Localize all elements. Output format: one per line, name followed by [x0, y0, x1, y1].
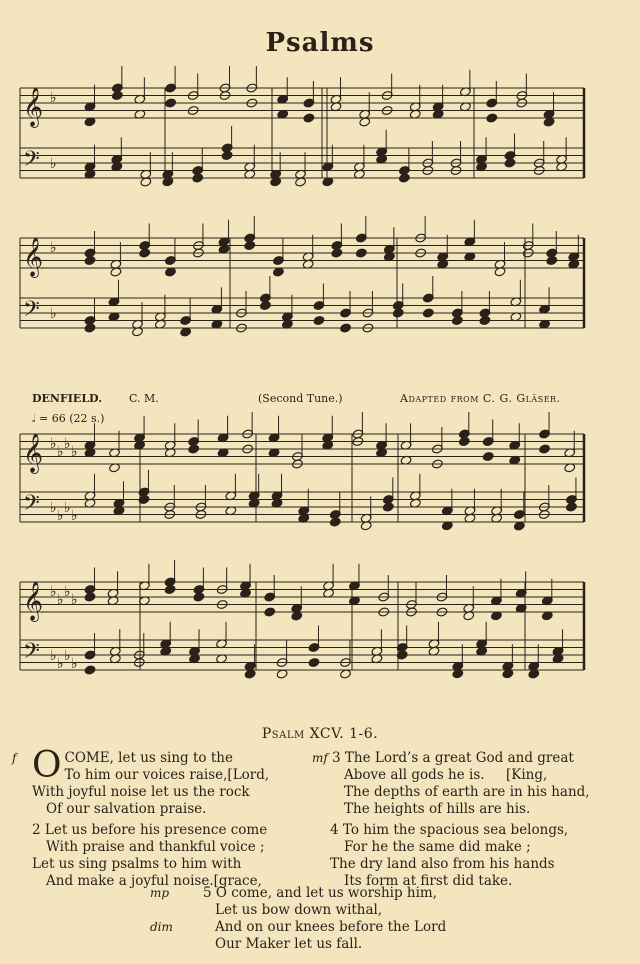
stanza-2	[32, 822, 307, 890]
flat-icon: ♭	[57, 592, 64, 608]
verse-line: For he the same did make ;	[344, 839, 531, 855]
flat-icon: ♭	[50, 156, 57, 172]
note-head	[139, 248, 151, 258]
note-head	[84, 323, 96, 333]
tune-name: DENFIELD.	[32, 392, 103, 405]
page-header: Psalms	[265, 28, 375, 58]
note-head	[313, 315, 325, 325]
note-head	[355, 248, 367, 258]
note-head	[244, 240, 256, 250]
stanza-3	[330, 750, 620, 818]
tune-meter: C. M.	[129, 392, 159, 405]
note-head	[188, 444, 200, 454]
verse-line: The dry land also from his hands	[330, 856, 555, 872]
verse-line: Let us bow down withal,	[215, 902, 383, 918]
dynamic-diminuendo: dim	[150, 920, 173, 934]
note-head	[84, 255, 96, 265]
verse-line: To him our voices raise,[Lord,	[64, 767, 270, 783]
tempo-marking: 𝅗𝅥 = 66 (22 s.)	[32, 412, 105, 425]
flat-icon: ♭	[64, 436, 71, 452]
note-head	[458, 436, 470, 446]
bass-clef-icon: 𝄢	[23, 147, 40, 177]
note-head	[164, 584, 176, 594]
dynamic-mezzo-piano: mp	[150, 886, 170, 900]
note-head	[331, 248, 343, 258]
bass-clef-icon: 𝄢	[23, 639, 40, 669]
flat-icon: ♭	[71, 508, 78, 524]
flat-icon: ♭	[64, 648, 71, 664]
verse-line: The depths of earth are in his hand,	[344, 784, 590, 800]
verse-line: Above all gods he is. [King,	[344, 767, 548, 783]
verses-left-column	[12, 745, 307, 890]
note-head	[392, 308, 404, 318]
stanza-5	[150, 885, 610, 953]
bass-clef-icon: 𝄢	[23, 297, 40, 327]
note-head	[382, 502, 394, 512]
note-head	[221, 150, 233, 160]
note-head	[165, 98, 177, 108]
verse-line: And on our knees before the Lord	[215, 919, 447, 935]
note-head	[422, 308, 434, 318]
verse-line: 2 Let us before his presence come	[32, 822, 268, 838]
note-head	[340, 323, 352, 333]
treble-clef-icon: 𝄞	[23, 237, 44, 277]
dynamic-mezzo-forte: mf	[312, 751, 328, 765]
verse-line: Let us sing psalms to him with	[32, 856, 242, 872]
drop-cap: O	[32, 745, 62, 786]
flat-icon: ♭	[50, 306, 57, 322]
note-head	[539, 444, 551, 454]
flat-icon: ♭	[57, 508, 64, 524]
flat-icon: ♭	[50, 240, 57, 256]
stanza-1	[32, 745, 307, 818]
flat-icon: ♭	[50, 500, 57, 516]
flat-icon: ♭	[50, 648, 57, 664]
treble-clef-icon: 𝄞	[23, 581, 44, 621]
note-head	[192, 173, 204, 183]
note-head	[264, 607, 276, 617]
flat-icon: ♭	[50, 90, 57, 106]
verse-line: Its form at first did take.	[344, 873, 513, 889]
note-head	[259, 300, 271, 310]
note-head	[303, 113, 315, 123]
note-head	[479, 315, 491, 325]
stanza-4	[330, 822, 620, 890]
dynamic-forte: f	[12, 751, 17, 765]
note-head	[398, 173, 410, 183]
verse-line: 4 To him the spacious sea belongs,	[330, 822, 569, 838]
bass-clef-icon: 𝄢	[23, 491, 40, 521]
flat-icon: ♭	[71, 656, 78, 672]
verses-right-column	[312, 750, 620, 890]
verse-line: And make a joyful noise.[grace,	[46, 873, 262, 889]
flat-icon: ♭	[57, 656, 64, 672]
flat-icon: ♭	[57, 444, 64, 460]
note-head	[566, 502, 578, 512]
verse-line: Our Maker let us fall.	[215, 936, 363, 952]
note-head	[486, 113, 498, 123]
note-head	[451, 315, 463, 325]
treble-clef-icon: 𝄞	[23, 433, 44, 473]
second-tune-label: (Second Tune.)	[258, 392, 343, 405]
note-head	[193, 592, 205, 602]
tune-attribution: Adapted from C. G. Gläser.	[400, 392, 561, 405]
note-head	[329, 517, 341, 527]
flat-icon: ♭	[64, 500, 71, 516]
verse-line: With praise and thankful voice ;	[46, 839, 265, 855]
verse-line: With joyful noise let us the rock	[32, 784, 250, 800]
verse-line: The heights of hills are his.	[344, 801, 531, 817]
verse-line: 5 O come, and let us worship him,	[203, 885, 438, 901]
note-head	[111, 90, 123, 100]
note-head	[482, 451, 494, 461]
note-head	[546, 255, 558, 265]
note-head	[308, 657, 320, 667]
flat-icon: ♭	[71, 444, 78, 460]
treble-clef-icon: 𝄞	[23, 87, 44, 127]
note-head	[84, 592, 96, 602]
note-head	[504, 158, 516, 168]
flat-icon: ♭	[64, 584, 71, 600]
verse-line: 3 The Lord’s a great God and great	[332, 750, 574, 766]
verse-line: Of our salvation praise.	[46, 801, 207, 817]
flat-icon: ♭	[71, 592, 78, 608]
verse-line: COME, let us sing to the	[64, 750, 233, 766]
psalm-reference: Psalm XCV. 1-6.	[261, 726, 379, 742]
tune-header	[32, 392, 592, 410]
flat-icon: ♭	[50, 584, 57, 600]
flat-icon: ♭	[50, 436, 57, 452]
note-head	[84, 665, 96, 675]
